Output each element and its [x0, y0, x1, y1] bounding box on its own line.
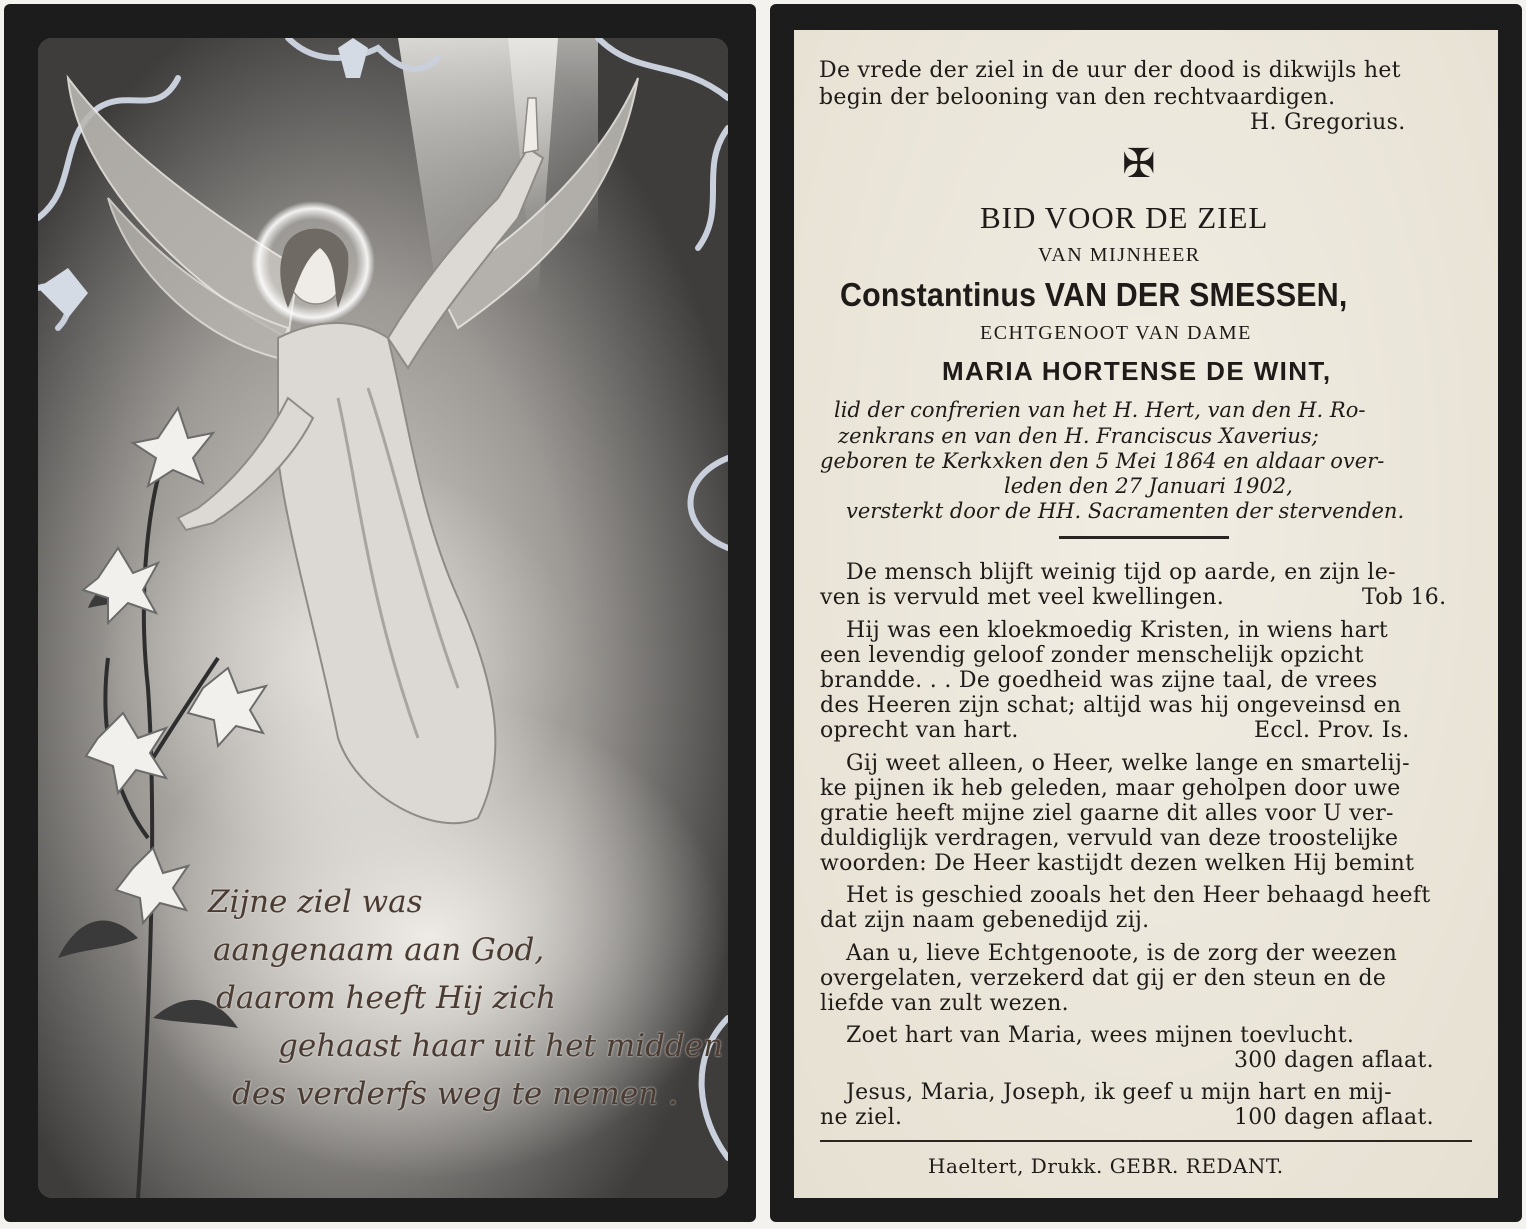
bio-line: versterkt door de HH. Sacramenten der stervenden. — [846, 499, 1405, 523]
paragraph-line: des Heeren zijn schat; altijd was hij ongeveinsd en — [820, 693, 1402, 718]
paragraph-line: ne ziel. — [820, 1105, 903, 1130]
bio-line: zenkrans en van den H. Franciscus Xaverius; — [838, 424, 1319, 448]
paragraph-line: liefde van zult wezen. — [820, 991, 1069, 1016]
verse-line: gehaast haar uit het midden — [278, 1028, 724, 1064]
memorial-image-card — [4, 4, 756, 1222]
paragraph-line: Hij was een kloekmoedig Kristen, in wiens hart — [846, 618, 1389, 643]
spouse-name: MARIA HORTENSE DE WINT, — [942, 356, 1332, 386]
scripture-reference: Tob 16. — [1362, 585, 1447, 610]
paragraph-line: Gij weet alleen, o Heer, welke lange en smartelij- — [846, 751, 1410, 776]
bio-line: geboren te Kerkxken den 5 Mei 1864 en aldaar over- — [820, 449, 1385, 473]
heading-bid-voor-de-ziel: BID VOOR DE ZIEL — [980, 200, 1269, 235]
paragraph-line: Aan u, lieve Echtgenoote, is de zorg der weezen — [846, 941, 1398, 966]
van-mijnheer-label: VAN MIJNHEER — [1038, 244, 1201, 266]
scripture-reference: Eccl. Prov. Is. — [1254, 718, 1410, 743]
paragraph-line: brandde. . . De goedheid was zijne taal, de vrees — [820, 668, 1378, 693]
indulgence-note: 300 dagen aflaat. — [1234, 1048, 1434, 1073]
epigraph-line: De vrede der ziel in de uur der dood is dikwijls het — [819, 58, 1401, 83]
paragraph-line: dat zijn naam gebenedijd zij. — [820, 908, 1150, 933]
epigraph-attribution: H. Gregorius. — [1250, 110, 1406, 135]
separator-rule — [1059, 536, 1229, 539]
deceased-name: Constantinus VAN DER SMESSEN, — [840, 276, 1348, 313]
paragraph-line: ke pijnen ik heb geleden, maar geholpen door uwe — [820, 776, 1401, 801]
paragraph-line: ven is vervuld met veel kwellingen. — [820, 585, 1225, 610]
cross-icon: ✠ — [1122, 141, 1156, 187]
verse-line: Zijne ziel was — [208, 884, 423, 920]
memorial-text-card — [770, 4, 1522, 1222]
printer-imprint: Haeltert, Drukk. GEBR. REDANT. — [928, 1154, 1284, 1178]
echtgenoot-label: ECHTGENOOT VAN DAME — [980, 322, 1252, 344]
verse-line: aangenaam aan God, — [213, 932, 545, 968]
verse-line: daarom heeft Hij zich — [216, 980, 556, 1016]
paragraph-line: Zoet hart van Maria, wees mijnen toevlucht. — [846, 1023, 1355, 1048]
epigraph-line: begin der belooning van den rechtvaardigen. — [819, 85, 1336, 110]
paragraph-line: oprecht van hart. — [820, 718, 1019, 743]
paper-panel — [794, 30, 1498, 1198]
paragraph-line: De mensch blijft weinig tijd op aarde, en zijn le- — [846, 560, 1396, 585]
paragraph-line: gratie heeft mijne ziel gaarne dit alles voor U ver- — [820, 801, 1394, 826]
paragraph-line: Het is geschied zooals het den Heer behaagd heeft — [846, 883, 1431, 908]
footer-rule — [820, 1140, 1472, 1142]
paragraph-line: overgelaten, verzekerd dat gij er den steun en de — [820, 966, 1387, 991]
paragraph-line: Jesus, Maria, Joseph, ik geef u mijn hart en mij- — [846, 1080, 1392, 1105]
verse-text — [188, 878, 724, 1118]
verse-line: des verderfs weg te nemen . — [232, 1076, 678, 1112]
bio-line: lid der confrerien van het H. Hert, van den H. Ro- — [834, 398, 1366, 422]
indulgence-note: 100 dagen aflaat. — [1234, 1105, 1434, 1130]
paragraph-line: een levendig geloof zonder menschelijk opzicht — [820, 643, 1364, 668]
bio-line: leden den 27 Januari 1902, — [1004, 474, 1293, 498]
paragraph-line: woorden: De Heer kastijdt dezen welken Hij bemint — [820, 851, 1415, 876]
angel-illustration-frame — [38, 38, 728, 1198]
paragraph-line: duldiglijk verdragen, vervuld van deze troostelijke — [820, 826, 1399, 851]
